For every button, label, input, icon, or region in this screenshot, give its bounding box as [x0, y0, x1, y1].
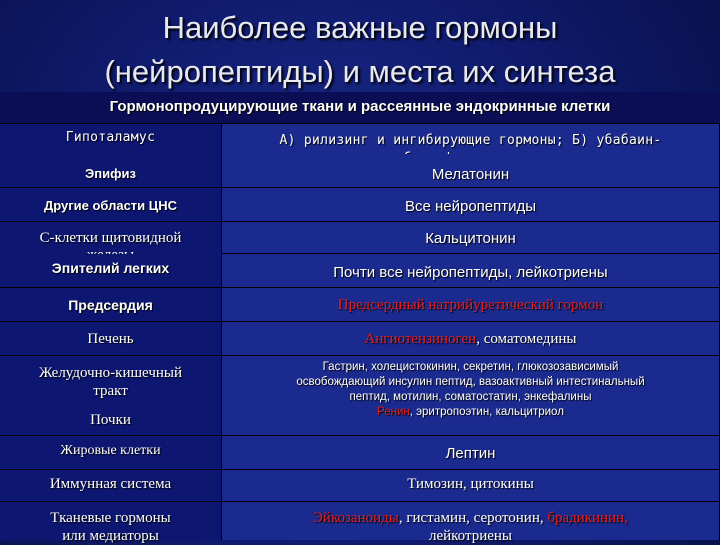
tissue-cell [0, 188, 222, 222]
table-row [0, 124, 720, 154]
hormone-text-line-1 [222, 510, 719, 527]
title-line-2: (нейропептиды) и места их синтеза [104, 54, 616, 89]
table-row [0, 154, 720, 188]
hormone-cell [222, 222, 720, 254]
table-row [0, 502, 720, 544]
hormone-text: Кальцитонин [425, 230, 516, 247]
table-row [0, 254, 720, 288]
table-header [0, 92, 720, 124]
hormone-text: Мелатонин [431, 166, 510, 183]
hormone-text-line-2: лейкотриены [428, 528, 513, 544]
hormone-text-red-2: брадикинин, [547, 510, 628, 526]
tissue-text-line-1: Желудочно-кишечный [38, 365, 182, 381]
hormone-cell [222, 470, 720, 502]
tissue-cell [0, 222, 222, 254]
table-row [0, 436, 720, 470]
tissue-cell [0, 124, 222, 154]
hormone-text-rest: , соматомедины [476, 331, 577, 347]
table-row [0, 288, 720, 322]
table-row [0, 188, 720, 222]
tissue-cell [0, 322, 222, 356]
hormone-cell [222, 502, 720, 544]
hormone-cell [222, 322, 720, 356]
hormone-text [222, 331, 719, 348]
tissue-cell [0, 154, 222, 188]
hormone-cell [222, 154, 720, 188]
tissue-text: Печень [87, 331, 134, 347]
hormone-text-line-4 [222, 405, 719, 420]
hormone-text-line-1: А) рилизинг и ингибирующие гормоны; Б) убабаин- [279, 133, 662, 148]
slide-title [0, 6, 720, 94]
hormone-text: Предсердный натрийуретический гормон [337, 297, 604, 313]
hormone-text-red-1: Эйкозаноиды [313, 510, 399, 526]
tissue-cell [0, 436, 222, 470]
table-header-text: Гормонопродуцирующие ткани и рассеянные эндокринные клетки [109, 98, 611, 115]
hormone-text-mid: , гистамин, серотонин, [398, 510, 548, 526]
hormone-text-red: Ренин [377, 406, 410, 418]
hormone-text-red: Ангиотензиноген [364, 331, 477, 347]
title-line-1: Наиболее важные гормоны [162, 10, 558, 45]
hormone-text-line-2: освобождающий инсулин пептид, вазоактивный интестинальный [296, 376, 645, 388]
hormone-text: Все нейропептиды [404, 198, 537, 215]
tissue-cell [0, 356, 222, 436]
hormone-cell [222, 254, 720, 288]
hormone-cell [222, 436, 720, 470]
hormone-table [0, 92, 720, 544]
hormone-text-line-1: Гастрин, холецистокинин, секретин, глюкозозависимый [322, 361, 619, 373]
hormone-text: Лептин [445, 445, 496, 462]
tissue-text: Иммунная система [49, 476, 172, 492]
tissue-cell [0, 288, 222, 322]
hormone-text: Тимозин, цитокины [407, 476, 534, 492]
tissue-text-line-1: Тканевые гормоны [50, 510, 171, 526]
hormone-text: Почти все нейропептиды, лейкотриены [333, 264, 608, 281]
table-row [0, 470, 720, 502]
tissue-text-line-3: Почки [90, 412, 131, 428]
tissue-text: Жировые клетки [60, 443, 161, 458]
hormone-cell [222, 288, 720, 322]
hormone-cell [222, 188, 720, 222]
hormone-text-line-3: пептид, мотилин, соматостатин, энкефалины [349, 391, 592, 403]
table-row [0, 322, 720, 356]
hormone-text-rest: , эритропоэтин, кальцитриол [409, 406, 564, 418]
tissue-text: Эпифиз [85, 166, 136, 181]
table-row [0, 222, 720, 254]
tissue-cell [0, 502, 222, 544]
tissue-text: Другие области ЦНС [43, 198, 178, 213]
tissue-text-line-1: С-клетки щитовидной [39, 230, 182, 246]
tissue-text-line-2: тракт [93, 383, 128, 399]
tissue-text-line-2: или медиаторы [62, 528, 159, 544]
tissue-cell [0, 470, 222, 502]
tissue-text: Предсердия [68, 297, 153, 313]
hormone-cell [222, 356, 720, 436]
tissue-text: Гипоталамус [65, 130, 156, 145]
hormone-cell [222, 124, 720, 154]
tissue-text: Эпителий легких [51, 260, 170, 276]
tissue-cell [0, 254, 222, 288]
table-row [0, 356, 720, 436]
